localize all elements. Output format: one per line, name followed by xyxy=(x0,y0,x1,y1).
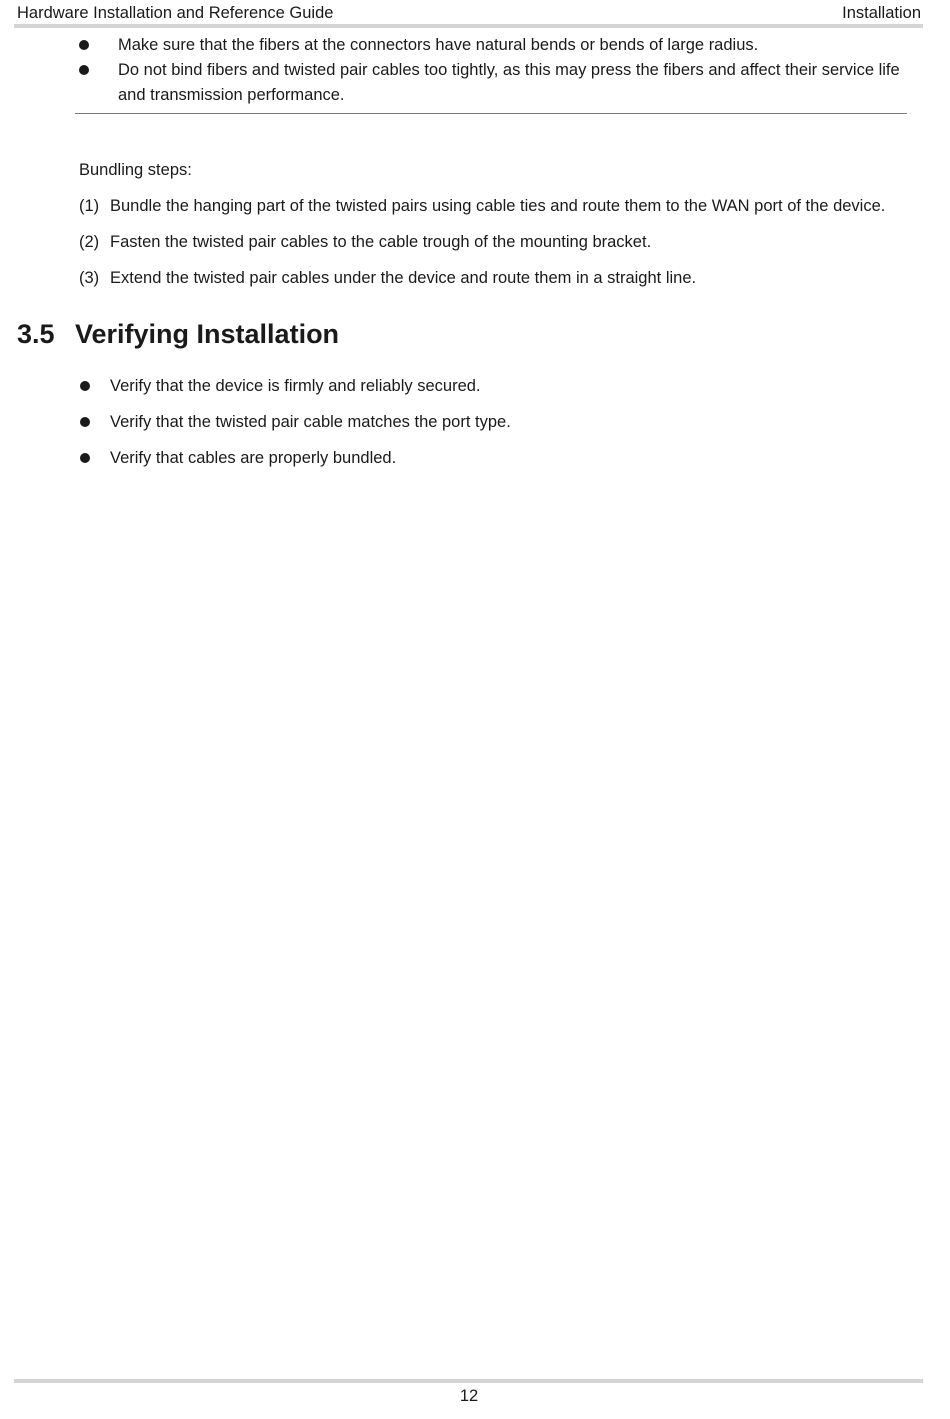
note-text: Do not bind fibers and twisted pair cables too tightly, as this may press the fibers and affect their service life and transmission performance. xyxy=(118,61,900,104)
verification-item xyxy=(79,411,511,447)
header-divider xyxy=(14,24,923,28)
document-title: Hardware Installation and Reference Guide xyxy=(17,4,334,22)
note-item xyxy=(75,58,906,108)
step-text: Fasten the twisted pair cables to the cable trough of the mounting bracket. xyxy=(110,233,652,251)
bullet-icon xyxy=(80,381,90,391)
step-item xyxy=(79,267,919,303)
bullet-icon xyxy=(79,65,89,75)
note-divider xyxy=(75,113,907,114)
page-number: 12 xyxy=(459,1387,479,1405)
verification-text: Verify that cables are properly bundled. xyxy=(110,449,397,467)
verification-item xyxy=(79,447,511,483)
steps-intro: Bundling steps: xyxy=(79,161,192,179)
section-heading xyxy=(17,318,339,350)
note-text: Make sure that the fibers at the connectors have natural bends or bends of large radius. xyxy=(118,36,759,54)
chapter-title: Installation xyxy=(842,4,921,22)
bullet-icon xyxy=(79,40,89,50)
verification-list xyxy=(79,375,511,483)
verification-text: Verify that the device is firmly and reliably secured. xyxy=(110,377,481,395)
page-header xyxy=(17,3,921,25)
step-item xyxy=(79,231,919,267)
bundling-steps-list xyxy=(79,195,919,303)
bullet-icon xyxy=(80,417,90,427)
step-number: (2) xyxy=(79,233,100,251)
step-text: Extend the twisted pair cables under the device and route them in a straight line. xyxy=(110,269,697,287)
step-number: (3) xyxy=(79,269,100,287)
step-item xyxy=(79,195,919,231)
section-title: Verifying Installation xyxy=(75,319,340,349)
verification-item xyxy=(79,375,511,411)
step-number: (1) xyxy=(79,197,100,215)
note-item xyxy=(75,33,906,58)
section-number: 3.5 xyxy=(17,319,55,349)
footer-divider xyxy=(14,1379,923,1383)
step-text: Bundle the hanging part of the twisted pairs using cable ties and route them to the WAN port of the device. xyxy=(110,197,886,215)
bullet-icon xyxy=(80,453,90,463)
note-list xyxy=(75,33,906,108)
verification-text: Verify that the twisted pair cable matches the port type. xyxy=(110,413,511,431)
